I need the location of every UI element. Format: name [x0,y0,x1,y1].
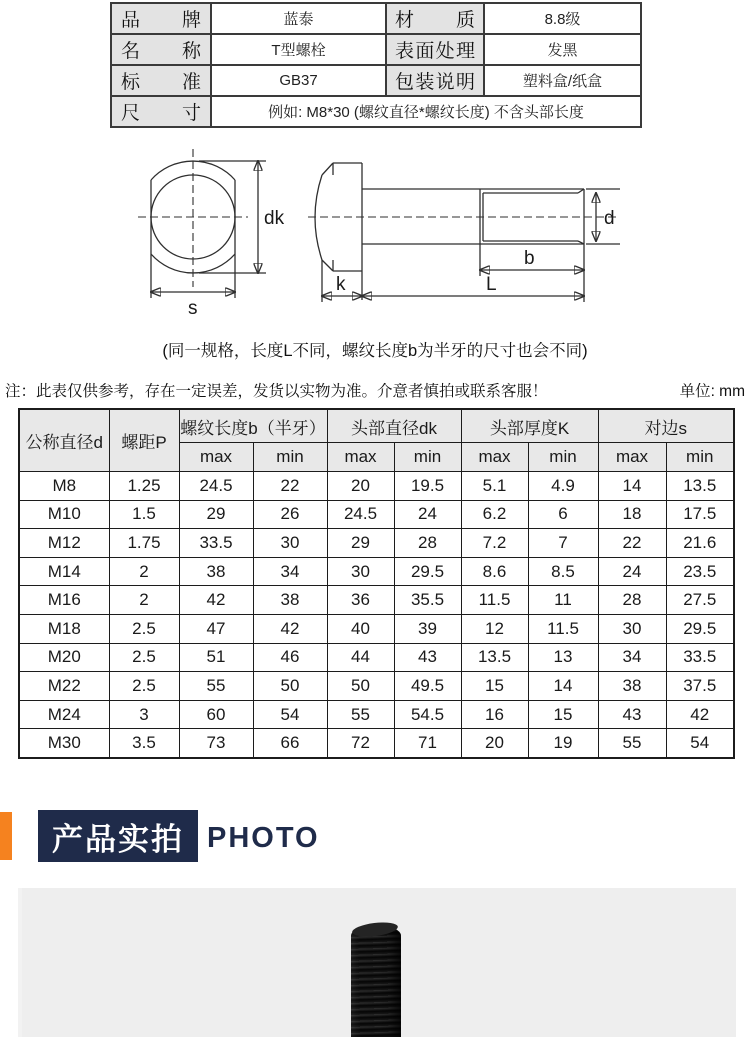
info-value-size: 例如: M8*30 (螺纹直径*螺纹长度) 不含头部长度 [211,96,641,127]
spec-cell: 30 [253,529,327,558]
spec-cell: 14 [528,672,598,701]
spec-cell: 5.1 [461,472,528,501]
info-row [111,96,641,127]
section-subtitle: PHOTO [207,822,320,854]
spec-cell: 55 [327,700,394,729]
info-label-packaging [386,65,484,96]
spec-cell: M22 [19,672,109,701]
spec-cell: 22 [598,529,666,558]
spec-cell: 13.5 [666,472,734,501]
spec-cell: 8.5 [528,557,598,586]
info-value-standard: GB37 [211,65,386,96]
spec-cell: 29 [179,500,253,529]
spec-cell: 33.5 [666,643,734,672]
spec-row [19,643,734,672]
spec-cell: 72 [327,729,394,758]
spec-cell: 73 [179,729,253,758]
spec-cell: 15 [528,700,598,729]
subheader-max: max [179,443,253,472]
spec-cell: M14 [19,557,109,586]
spec-row [19,700,734,729]
diagram-caption: (同一规格，长度L不同，螺纹长度b为半牙的尺寸也会不同) [162,342,588,360]
col-header-diameter: 公称直径d [19,409,109,472]
subheader-max: max [327,443,394,472]
spec-cell: 24 [394,500,461,529]
spec-table [18,408,735,759]
spec-cell: 24.5 [179,472,253,501]
spec-cell: 50 [327,672,394,701]
spec-cell: 47 [179,614,253,643]
spec-cell: 16 [461,700,528,729]
info-label-text: 名称 [121,41,201,62]
spec-table-body [19,472,734,758]
spec-cell: 8.6 [461,557,528,586]
spec-cell: 42 [179,586,253,615]
bolt-side-view [308,163,620,302]
spec-cell: 55 [598,729,666,758]
spec-cell: 1.25 [109,472,179,501]
spec-row [19,557,734,586]
spec-cell: M18 [19,614,109,643]
spec-cell: 30 [598,614,666,643]
spec-cell: 7.2 [461,529,528,558]
spec-cell: 21.6 [666,529,734,558]
subheader-min: min [394,443,461,472]
spec-cell: 29 [327,529,394,558]
spec-cell: 54.5 [394,700,461,729]
spec-cell: 11.5 [528,614,598,643]
bolt-diagram [0,140,750,330]
dim-label-L: L [486,274,497,295]
subheader-min: min [666,443,734,472]
spec-header-row [19,409,734,443]
info-label-text: 表面处理 [395,41,475,62]
spec-row [19,586,734,615]
col-header-pitch: 螺距P [109,409,179,472]
spec-cell: M8 [19,472,109,501]
spec-cell: 12 [461,614,528,643]
info-row [111,3,641,34]
spec-row [19,500,734,529]
spec-cell: 35.5 [394,586,461,615]
spec-cell: 40 [327,614,394,643]
spec-cell: 42 [253,614,327,643]
spec-cell: 51 [179,643,253,672]
col-header-head-diameter: 头部直径dk [327,409,461,443]
info-value-material: 8.8级 [484,3,641,34]
subheader-max: max [598,443,666,472]
spec-cell: 17.5 [666,500,734,529]
info-label-text: 品牌 [121,10,201,31]
spec-cell: 20 [327,472,394,501]
spec-cell: 26 [253,500,327,529]
spec-cell: 3.5 [109,729,179,758]
spec-cell: 39 [394,614,461,643]
info-value-brand: 蓝泰 [211,3,386,34]
spec-cell: 54 [253,700,327,729]
spec-cell: 30 [327,557,394,586]
spec-cell: 54 [666,729,734,758]
spec-cell: 28 [598,586,666,615]
spec-cell: M12 [19,529,109,558]
spec-cell: 2.5 [109,643,179,672]
spec-cell: 20 [461,729,528,758]
info-row [111,34,641,65]
bolt-thread-photo [351,925,401,1037]
spec-cell: 38 [253,586,327,615]
spec-cell: M24 [19,700,109,729]
spec-cell: 11.5 [461,586,528,615]
dim-label-b: b [524,248,535,269]
info-label-name [111,34,211,65]
spec-cell: 38 [179,557,253,586]
spec-cell: 2 [109,557,179,586]
spec-cell: 24.5 [327,500,394,529]
dim-label-s: s [188,298,198,319]
spec-cell: 6 [528,500,598,529]
product-info-table [110,2,642,128]
dim-label-k: k [336,274,346,295]
info-label-text: 包装说明 [395,72,475,93]
info-value-name: T型螺栓 [211,34,386,65]
spec-cell: 71 [394,729,461,758]
spec-cell: 29.5 [666,614,734,643]
info-row [111,65,641,96]
spec-cell: 3 [109,700,179,729]
spec-cell: 15 [461,672,528,701]
spec-cell: 46 [253,643,327,672]
spec-cell: 4.9 [528,472,598,501]
spec-cell: 18 [598,500,666,529]
disclaimer-note: 注：此表仅供参考，存在一定误差，发货以实物为准。介意者慎拍或联系客服！ [5,383,548,400]
spec-cell: M30 [19,729,109,758]
info-label-size [111,96,211,127]
spec-cell: 60 [179,700,253,729]
spec-cell: 1.5 [109,500,179,529]
spec-cell: 34 [253,557,327,586]
info-label-material [386,3,484,34]
section-accent-bar [0,812,12,860]
spec-cell: 6.2 [461,500,528,529]
subheader-min: min [253,443,327,472]
spec-row [19,472,734,501]
spec-row [19,529,734,558]
spec-cell: 7 [528,529,598,558]
spec-cell: 50 [253,672,327,701]
info-value-surface: 发黑 [484,34,641,65]
spec-cell: 2 [109,586,179,615]
section-title: 产品实拍 [38,810,198,862]
spec-cell: 34 [598,643,666,672]
dim-label-d: d [604,208,615,229]
spec-cell: 14 [598,472,666,501]
spec-cell: 49.5 [394,672,461,701]
info-label-surface [386,34,484,65]
spec-cell: 27.5 [666,586,734,615]
spec-cell: 36 [327,586,394,615]
spec-cell: 1.75 [109,529,179,558]
spec-cell: 66 [253,729,327,758]
spec-cell: 2.5 [109,672,179,701]
spec-cell: 2.5 [109,614,179,643]
spec-cell: 19.5 [394,472,461,501]
spec-cell: 24 [598,557,666,586]
spec-cell: 42 [666,700,734,729]
spec-cell: 11 [528,586,598,615]
col-header-thread-length: 螺纹长度b（半牙） [179,409,327,443]
bolt-front-view [138,149,285,319]
note-row [5,379,745,401]
dim-label-dk: dk [264,208,285,229]
spec-cell: 13 [528,643,598,672]
spec-row [19,672,734,701]
spec-cell: M16 [19,586,109,615]
spec-cell: 38 [598,672,666,701]
spec-cell: 19 [528,729,598,758]
spec-cell: 55 [179,672,253,701]
spec-row [19,729,734,758]
info-label-text: 标准 [121,72,201,93]
col-header-head-thickness: 头部厚度K [461,409,598,443]
info-value-packaging: 塑料盒/纸盒 [484,65,641,96]
unit-label: 单位: mm [679,383,745,400]
info-label-standard [111,65,211,96]
spec-cell: 23.5 [666,557,734,586]
spec-cell: 28 [394,529,461,558]
spec-cell: 29.5 [394,557,461,586]
spec-cell: M20 [19,643,109,672]
spec-cell: 43 [598,700,666,729]
subheader-max: max [461,443,528,472]
spec-cell: 44 [327,643,394,672]
spec-row [19,614,734,643]
info-label-brand [111,3,211,34]
spec-cell: 22 [253,472,327,501]
spec-cell: M10 [19,500,109,529]
subheader-min: min [528,443,598,472]
product-photo [18,888,736,1037]
spec-cell: 13.5 [461,643,528,672]
spec-cell: 33.5 [179,529,253,558]
spec-cell: 37.5 [666,672,734,701]
info-label-text: 材质 [395,10,475,31]
col-header-across-flats: 对边s [598,409,734,443]
spec-cell: 43 [394,643,461,672]
info-label-text: 尺寸 [121,103,201,124]
